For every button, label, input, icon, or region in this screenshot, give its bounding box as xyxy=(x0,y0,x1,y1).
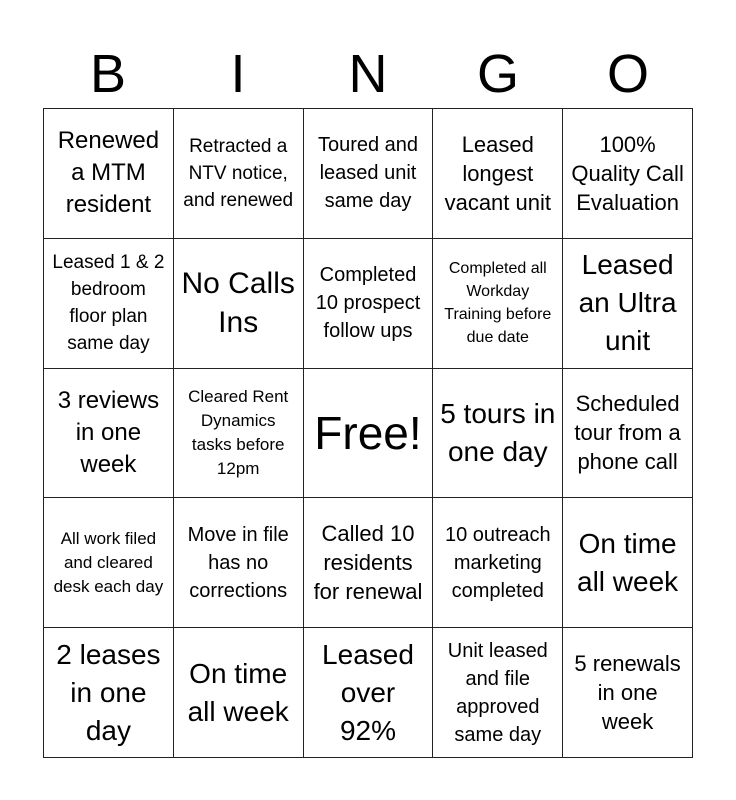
bingo-cell-r2c2[interactable] xyxy=(174,239,304,369)
cell-text: On time all week xyxy=(577,527,679,597)
bingo-cell-r5c3[interactable] xyxy=(304,628,434,758)
bingo-cell-r4c5[interactable] xyxy=(563,498,693,628)
free-space-text: Free! xyxy=(314,406,422,459)
cell-text: 5 renewals in one week xyxy=(574,651,681,735)
bingo-cell-r5c2[interactable] xyxy=(174,628,304,758)
cell-text: Move in file has no corrections xyxy=(187,523,289,602)
cell-text: Toured and leased unit same day xyxy=(317,134,419,213)
cell-text: 3 reviews in one week xyxy=(57,386,160,478)
cell-text: On time all week xyxy=(187,657,289,727)
cell-text: Completed all Workday Training before due date xyxy=(444,260,552,347)
cell-text: All work filed and cleared desk each day xyxy=(53,528,164,596)
cell-text: 5 tours in one day xyxy=(440,397,556,467)
cell-text: Leased 1 & 2 bedroom floor plan same day xyxy=(52,252,165,355)
bingo-cell-r1c1[interactable] xyxy=(44,109,174,239)
bingo-cell-r5c1[interactable] xyxy=(44,628,174,758)
bingo-cell-r2c1[interactable] xyxy=(44,239,174,369)
header-letter-o: O xyxy=(606,44,649,104)
bingo-cell-r5c4[interactable] xyxy=(433,628,563,758)
bingo-cell-r1c5[interactable] xyxy=(563,109,693,239)
bingo-cell-r4c2[interactable] xyxy=(174,498,304,628)
bingo-cell-r4c4[interactable] xyxy=(433,498,563,628)
cell-text: Leased over 92% xyxy=(322,638,414,746)
bingo-cell-r2c3[interactable] xyxy=(304,239,434,369)
header-letter-n: N xyxy=(348,44,388,104)
bingo-board xyxy=(43,108,693,758)
cell-text: 10 outreach marketing completed xyxy=(444,523,551,602)
bingo-cell-r5c5[interactable] xyxy=(563,628,693,758)
cell-text: Completed 10 prospect follow ups xyxy=(315,264,421,343)
header-letter-g: G xyxy=(476,44,519,104)
cell-text: Retracted a NTV notice, and renewed xyxy=(183,135,294,211)
cell-text: Called 10 residents for renewal xyxy=(313,521,423,605)
bingo-cell-r2c5[interactable] xyxy=(563,239,693,369)
bingo-cell-r3c4[interactable] xyxy=(433,369,563,499)
header-letter-i: I xyxy=(230,44,246,104)
bingo-cell-r1c2[interactable] xyxy=(174,109,304,239)
bingo-cell-r4c1[interactable] xyxy=(44,498,174,628)
cell-text: Leased an Ultra unit xyxy=(578,249,677,357)
cell-text: Unit leased and file approved same day xyxy=(447,639,548,746)
bingo-header xyxy=(43,40,693,108)
bingo-cell-r3c5[interactable] xyxy=(563,369,693,499)
bingo-cell-r3c3[interactable] xyxy=(304,369,434,499)
bingo-cell-r2c4[interactable] xyxy=(433,239,563,369)
bingo-cell-r1c3[interactable] xyxy=(304,109,434,239)
cell-text: 2 leases in one day xyxy=(56,638,161,746)
bingo-cell-r4c3[interactable] xyxy=(304,498,434,628)
bingo-cell-r3c1[interactable] xyxy=(44,369,174,499)
cell-text: Scheduled tour from a phone call xyxy=(574,391,681,475)
cell-text: Cleared Rent Dynamics tasks before 12pm xyxy=(188,386,289,478)
cell-text: Renewed a MTM resident xyxy=(57,127,160,219)
bingo-cell-r1c4[interactable] xyxy=(433,109,563,239)
cell-text: 100% Quality Call Evaluation xyxy=(571,131,684,215)
cell-text: Leased longest vacant unit xyxy=(444,131,551,215)
bingo-cell-r3c2[interactable] xyxy=(174,369,304,499)
header-letter-b: B xyxy=(89,44,127,104)
cell-text: No Calls Ins xyxy=(181,267,295,340)
